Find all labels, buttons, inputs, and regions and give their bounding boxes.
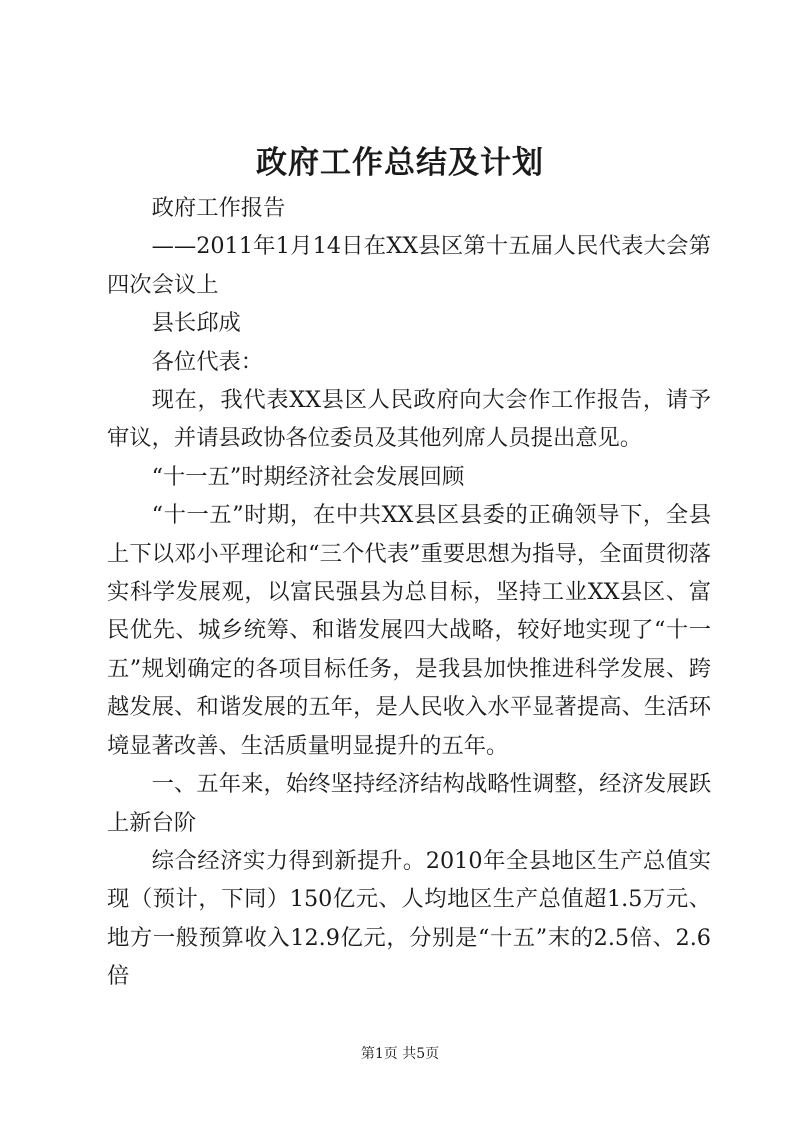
paragraph-intro: 现在，我代表XX县区人民政府向大会作工作报告，请予审议，并请县政协各位委员及其他列席人员提出意见。: [107, 387, 711, 452]
paragraph-economy: 综合经济实力得到新提升。2010年全县地区生产总值实现（预计，下同）150亿元、人均地区生产总值超1.5万元、地方一般预算收入12.9亿元，分别是“十五”末的2.5倍、2.6倍: [107, 847, 711, 990]
paragraph-meeting-info: ——2011年1月14日在XX县区第十五届人民代表大会第四次会议上: [107, 233, 711, 298]
page-number-footer: 第1页 共5页: [360, 1046, 440, 1062]
paragraph-report-heading: 政府工作报告: [151, 195, 286, 221]
document-body: [107, 189, 711, 996]
paragraph-subheading-one: 一、五年来，始终坚持经济结构战略性调整，经济发展跃上新台阶: [107, 771, 711, 836]
document-title: 政府工作总结及计划: [256, 145, 544, 181]
paragraph-review: “十一五”时期，在中共XX县区县委的正确领导下，全县上下以邓小平理论和“三个代表”重要思想为指导，全面贯彻落实科学发展观，以富民强县为总目标，坚持工业XX县区、富民优先、城乡统筹、和谐发展四大战略，较好地实现了“十一五”规划确定的各项目标任务，是我县加快推进科学发展、跨越发展、和谐发展的五年，是人民收入水平显著提高、生活环境显著改善、生活质量明显提升的五年。: [107, 502, 711, 759]
paragraph-salutation: 各位代表：: [151, 348, 264, 375]
paragraph-section-heading: “十一五”时期经济社会发展回顾: [151, 463, 465, 490]
paragraph-speaker: 县长邱成: [151, 310, 241, 337]
